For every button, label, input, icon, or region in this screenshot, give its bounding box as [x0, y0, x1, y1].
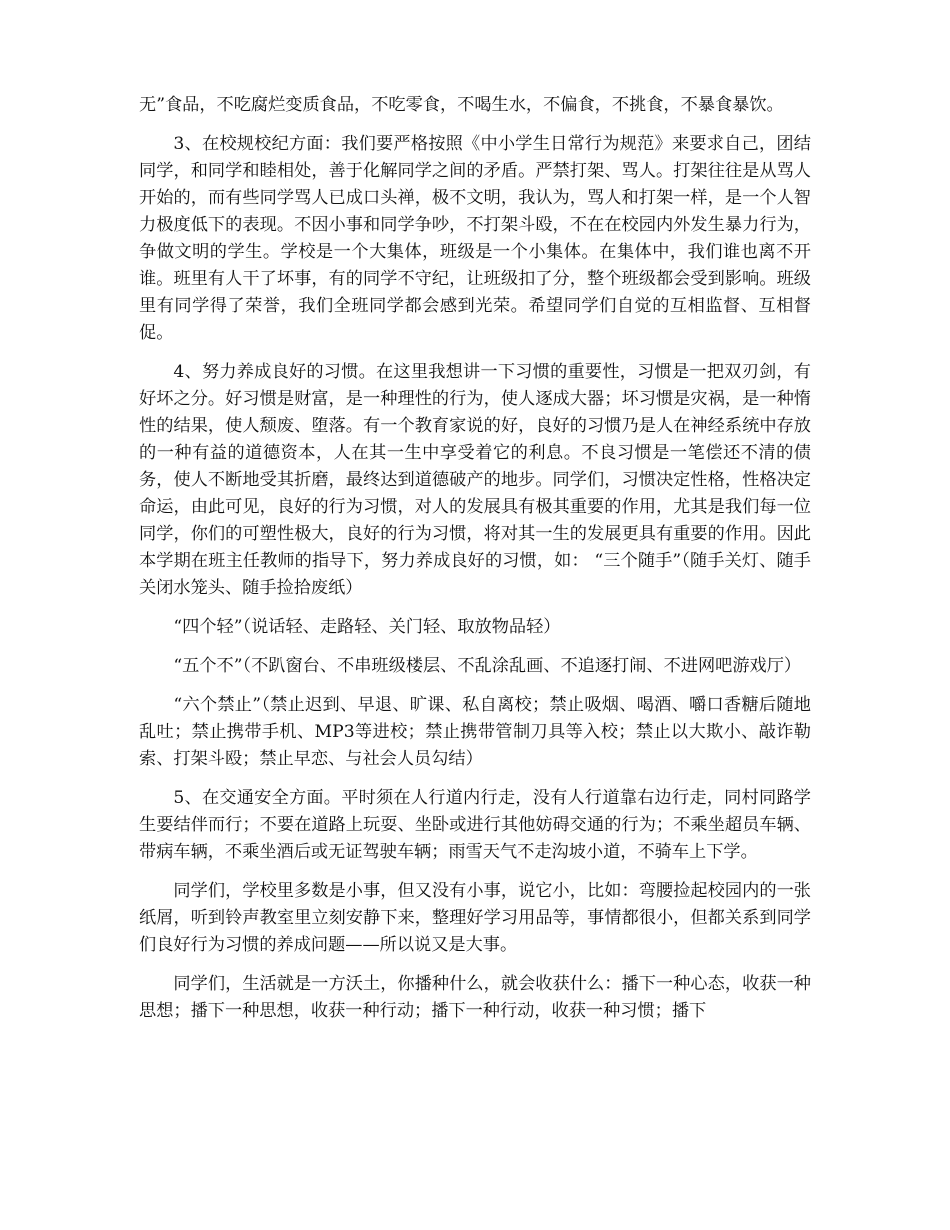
paragraph-1: 无”食品，不吃腐烂变质食品，不吃零食，不喝生水，不偏食，不挑食，不暴食暴饮。	[139, 95, 784, 115]
paragraph-8: 同学们，学校里多数是小事，但又没有小事，说它小，比如：弯腰捡起校园内的一张纸屑，听到铃声教室里立刻安静下来，整理好学习用品等，事情都很小，但都关系到同学们良好行为习惯的养成问题——所以说又是大事。	[139, 881, 811, 955]
paragraph-3: 4、努力养成良好的习惯。在这里我想讲一下习惯的重要性，习惯是一把双刃剑，有好坏之分。好习惯是财富，是一种理性的行为，使人逐成大器；坏习惯是灾祸，是一种惰性的结果，使人颓废、堕落。有一个教育家说的好，良好的习惯乃是人在神经系统中存放的一种有益的道德资本，人在其一生中享受着它的利息。不良习惯是一笔偿还不清的债务，使人不断地受其折磨，最终达到道德破产的地步。同学们，习惯决定性格，性格决定命运，由此可见，良好的行为习惯，对人的发展具有极其重要的作用，尤其是我们每一位同学，你们的可塑性极大，良好的行为习惯，将对其一生的发展更具有重要的作用。因此本学期在班主任教师的指导下，努力养成良好的习惯，如： “三个随手”（随手关灯、随手关闭水笼头、随手捡拾废纸）	[139, 362, 811, 598]
paragraph-7: 5、在交通安全方面。平时须在人行道内行走，没有人行道靠右边行走，同村同路学生要结伴而行；不要在道路上玩耍、坐卧或进行其他妨碍交通的行为；不乘坐超员车辆、带病车辆，不乘坐酒后或无证驾驶车辆；雨雪天气不走沟坡小道，不骑车上下学。	[139, 788, 811, 862]
paragraph-9: 同学们，生活就是一方沃土，你播种什么，就会收获什么：播下一种心态，收获一种思想；播下一种思想，收获一种行动；播下一种行动，收获一种习惯；播下	[139, 974, 811, 1021]
paragraph-5: “五个不”（不趴窗台、不串班级楼层、不乱涂乱画、不追逐打闹、不进网吧游戏厅）	[173, 656, 802, 676]
paragraph-2: 3、在校规校纪方面：我们要严格按照《中小学生日常行为规范》来要求自己，团结同学，和同学和睦相处，善于化解同学之间的矛盾。严禁打架、骂人。打架往往是从骂人开始的，而有些同学骂人已成口头禅，极不文明，我认为，骂人和打架一样，是一个人智力极度低下的表现。不因小事和同学争吵，不打架斗殴，不在在校园内外发生暴力行为，争做文明的学生。学校是一个大集体，班级是一个小集体。在集体中，我们谁也离不开谁。班里有人干了坏事，有的同学不守纪，让班级扣了分，整个班级都会受到影响。班级里有同学得了荣誉，我们全班同学都会感到光荣。希望同学们自觉的互相监督、互相督促。	[139, 134, 811, 343]
document-page	[139, 92, 811, 1037]
paragraph-4: “四个轻”（说话轻、走路轻、关门轻、取放物品轻）	[173, 617, 561, 637]
paragraph-6: “六个禁止”（禁止迟到、早退、旷课、私自离校；禁止吸烟、喝酒、嚼口香糖后随地乱吐；禁止携带手机、MP3等进校；禁止携带管制刀具等入校；禁止以大欺小、敲诈勒索、打架斗殴；禁止早恋、与社会人员勾结）	[139, 695, 811, 769]
